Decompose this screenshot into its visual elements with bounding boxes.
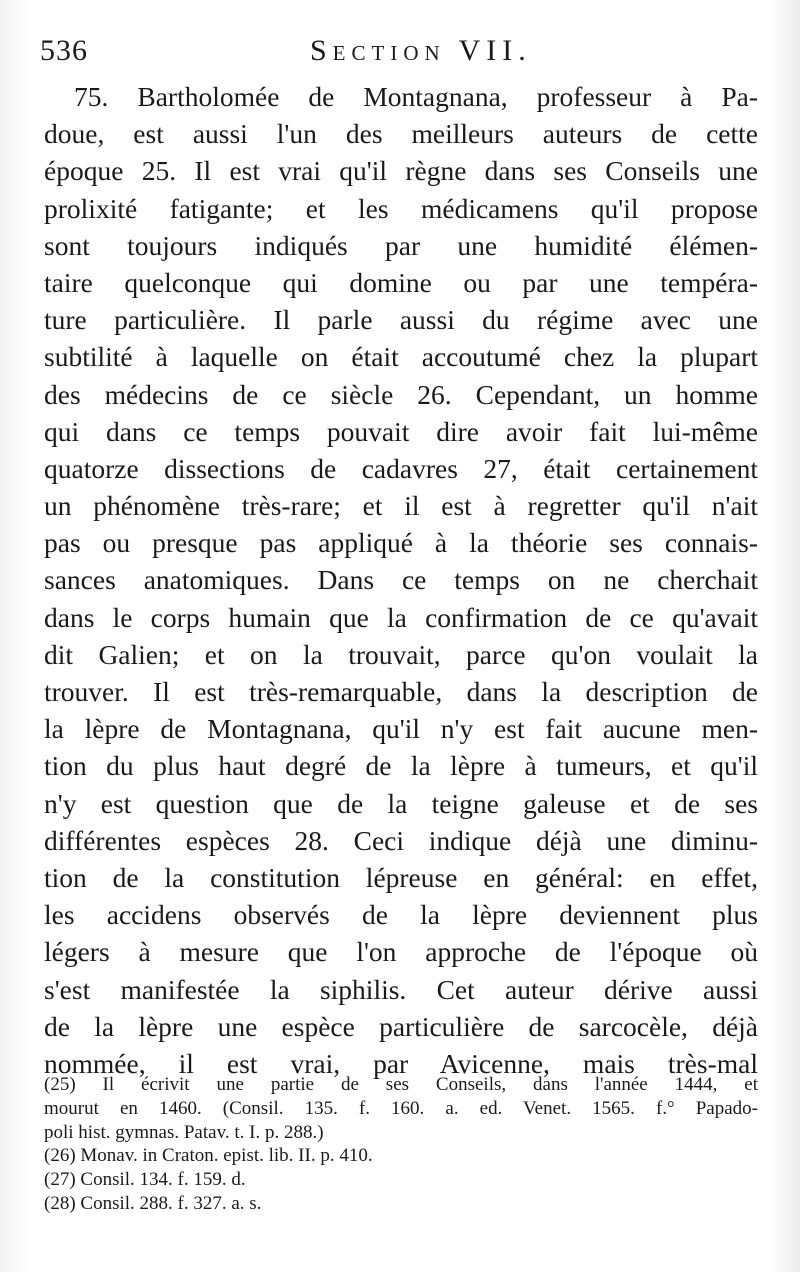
text-line: subtilité à laquelle on était accoutumé chez la plupart [44, 341, 758, 373]
text-line: pas ou presque pas appliqué à la théorie ses connais- [44, 527, 758, 559]
text-line: 75. Bartholomée de Montagnana, professeur à Pa- [74, 81, 758, 112]
running-title: Section VII. [310, 34, 532, 67]
text-line: prolixité fatigante; et les médicamens qu'il propose [44, 192, 758, 224]
text-line: la lèpre de Montagnana, qu'il n'y est fait aucune men- [44, 713, 758, 745]
text-line: nommée, il est vrai, par Avicenne, mais très-mal [44, 1047, 758, 1079]
text-line: différentes espèces 28. Ceci indique déjà une diminu- [44, 824, 758, 856]
text-line: dit Galien; et on la trouvait, parce qu'on voulait la [44, 638, 758, 670]
text-line: ture particulière. Il parle aussi du régime avec une [44, 304, 758, 336]
text-line: tion du plus haut degré de la lèpre à tumeurs, et qu'il [44, 750, 758, 782]
text-line: sont toujours indiqués par une humidité élémen- [44, 229, 758, 261]
main-text [44, 78, 758, 1082]
footnote-line: mourut en 1460. (Consil. 135. f. 160. a. ed. Venet. 1565. f.° Papado- [44, 1097, 758, 1119]
text-line: quatorze dissections de cadavres 27, était certainement [44, 452, 758, 484]
text-line: époque 25. Il est vrai qu'il règne dans ses Conseils une [44, 155, 758, 187]
text-line: dans le corps humain que la confirmation de ce qu'avait [44, 601, 758, 633]
text-line: des médecins de ce siècle 26. Cependant, un homme [44, 378, 758, 410]
footnote-line: poli hist. gymnas. Patav. t. I. p. 288.) [44, 1121, 324, 1143]
page-number: 536 [40, 34, 88, 67]
text-line: doue, est aussi l'un des meilleurs auteurs de cette [44, 118, 758, 150]
text-line: les accidens observés de la lèpre deviennent plus [44, 899, 758, 931]
text-line: sances anatomiques. Dans ce temps on ne cherchait [44, 564, 758, 596]
text-line: s'est manifestée la siphilis. Cet auteur dérive aussi [44, 973, 758, 1005]
footnote-line: (28) Consil. 288. f. 327. a. s. [44, 1192, 262, 1214]
footnote-line: (25) Il écrivit une partie de ses Conseils, dans l'année 1444, et [44, 1074, 758, 1095]
page-header [40, 34, 760, 74]
footnote-line: (26) Monav. in Craton. epist. lib. II. p. 410. [44, 1145, 373, 1167]
footnote-line: (27) Consil. 134. f. 159. d. [44, 1169, 246, 1191]
text-line: un phénomène très-rare; et il est à regretter qu'il n'ait [44, 490, 758, 522]
text-line: trouver. Il est très-remarquable, dans la description de [44, 676, 758, 707]
text-line: tion de la constitution lépreuse en général: en effet, [44, 861, 758, 893]
text-line: de la lèpre une espèce particulière de sarcocèle, déjà [44, 1010, 758, 1042]
text-line: taire quelconque qui domine ou par une tempéra- [44, 266, 758, 298]
text-line: qui dans ce temps pouvait dire avoir fait lui-même [44, 415, 758, 447]
footnotes [44, 1073, 758, 1216]
text-line: n'y est question que de la teigne galeuse et de ses [44, 787, 758, 819]
text-line: légers à mesure que l'on approche de l'époque où [44, 936, 758, 968]
